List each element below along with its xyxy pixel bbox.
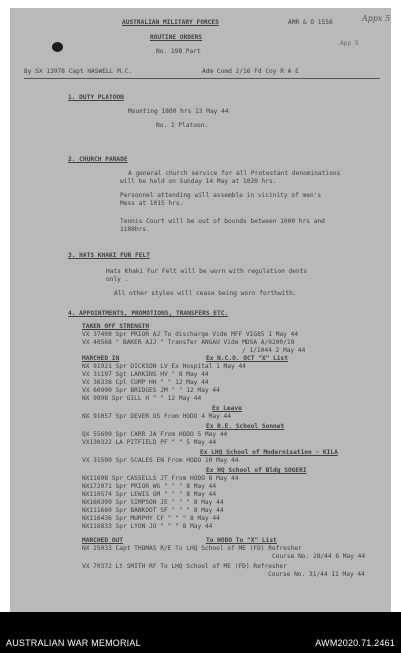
marched-in-sub-1: Ex N.C.O. OCT "X" List [206,355,288,362]
marched-in-row: VX 31509 Spr SCALES EN From HODO 10 May 44 [82,457,239,464]
punch-hole [52,42,63,52]
marched-in-heading: MARCHED IN [82,355,120,362]
marched-in-row: VX 36338 Cpl CUMP HH " " 12 May 44 [82,379,209,386]
marched-in-row: NX111660 Spr BANKOOT SF " " " 8 May 44 [82,507,224,514]
section-3-p2: All other styles will cease being worn forthwith. [114,290,297,297]
document-page [10,8,391,612]
section-1-title: 1. DUTY PLATOON [68,94,124,101]
footer-bar [0,612,401,653]
marched-in-sub-5: Ex HQ School of Bldg SOGERI [206,467,307,474]
marched-out-sub: To HODO To "X" List [206,537,277,544]
doc-reference: AMR & O 1558 [288,19,333,26]
section-3-title: 3. HATS KHAKI FUR FELT [68,252,150,259]
marched-out-heading: MARCHED OUT [82,537,123,544]
section-3-p1a: Hats Khaki Fur Felt will be worn with regulation dents [106,268,308,275]
marched-in-row: NX116833 Spr LYON JO " " " 8 May 44 [82,523,213,530]
marched-in-row: QX 55699 Spr CARR JA From HODO 5 May 44 [82,431,228,438]
section-2-p2b: Mess at 1015 hrs. [120,200,184,207]
doc-title: AUSTRALIAN MILITARY FORCES [122,19,219,26]
marched-in-row: VX 31197 Sgt LARKINS HV " 8 May 44 [82,371,209,378]
marched-in-row: NX116436 Spr MURPHY CF " " " 8 May 44 [82,515,220,522]
header-divider [24,78,380,79]
marched-in-sub-2: Ex Leave [212,405,242,412]
section-2-p3b: 1100hrs. [120,226,150,233]
marched-out-row-1b: Course No. 28/44 6 May 44 [272,553,366,560]
footer-accession-id: AWM2020.71.2461 [315,638,395,648]
marched-in-row: NX110574 Spr LEWIS GM " " " 8 May 44 [82,491,217,498]
stamp-annotation: App 5 [340,40,359,47]
footer-credit: AUSTRALIAN WAR MEMORIAL [6,638,141,648]
section-2-p1a: A general church service for all Protestant denominations [128,170,341,177]
marched-in-row: NX 91921 Spr DICKSON LV Ex Hospital 1 May 44 [82,363,246,370]
section-1-line1: Mounting 1800 hrs 13 May 44 [128,108,229,115]
section-2-p3a: Tennis Court will be out of bounds between 1000 hrs and [120,218,325,225]
doc-subtitle: ROUTINE ORDERS [150,34,203,41]
by-line: By SX 13978 Capt HASWELL M.C. [24,68,133,75]
section-2-p2a: Personnel attending will assemble in vicinity of men's [120,192,322,199]
marched-in-row: NX11698 Spr CASSELLS JT From HODO 8 May 44 [82,475,239,482]
marched-in-sub-3: Ex R.E. School Sonnet [206,423,285,430]
command-line: Adm Comd 2/16 Fd Coy R A E [202,68,299,75]
taken-off-heading: TAKEN OFF STRENGTH [82,323,150,330]
marched-in-sub-4: Ex LHQ School of Modernisation - KILA [200,449,338,456]
marched-in-row: VX 60900 Spr BRIDGES JM " " 12 May 44 [82,387,220,394]
marched-in-row: NX160399 Spr SIMPSON JE " " " 8 May 44 [82,499,224,506]
marched-out-row-1: NX 25033 Capt THOMAS R/E To LHQ School of ME (FD) Refresher [82,545,302,552]
marched-in-row: NX 91057 Spr DEVER OS From HODO 4 May 44 [82,413,232,420]
section-3-p1b: only . [106,276,129,283]
marched-in-row: NX 9898 Spr GILL H " " 12 May 44 [82,395,202,402]
marched-out-row-2b: Course No. 31/44 11 May 44 [268,571,365,578]
part-number: No. 198 Part [156,48,201,55]
marched-in-row: VX130322 LA PITFIELD PF " " 5 May 44 [82,439,217,446]
taken-off-row-2: VX 40568 " BAKER AJJ " Transfer ANGAU Vide MDSA A/0200/19 [82,339,295,346]
handwritten-annotation: Appx 5 [362,14,391,23]
taken-off-row-1: VX 37408 Spr PRIOR AJ To discharge Vide MFF VIG85 1 May 44 [82,331,299,338]
section-4-title: 4. APPOINTMENTS, PROMOTIONS, TRANSFERS ETC. [68,310,229,317]
section-1-line2: No. 1 Platoon. [156,122,209,129]
section-2-title: 2. CHURCH PARADE [68,156,128,163]
marched-out-row-2: VX 70372 Lt SMITH RF To LHQ School of ME (FD) Refresher [82,563,287,570]
marched-in-row: NX172071 Spr PRIOR WG " " " 8 May 44 [82,483,217,490]
taken-off-row-3: / 1/1044 2 May 44 [242,347,306,354]
section-2-p1b: will be held on Sunday 14 May at 1020 hrs. [120,178,277,185]
